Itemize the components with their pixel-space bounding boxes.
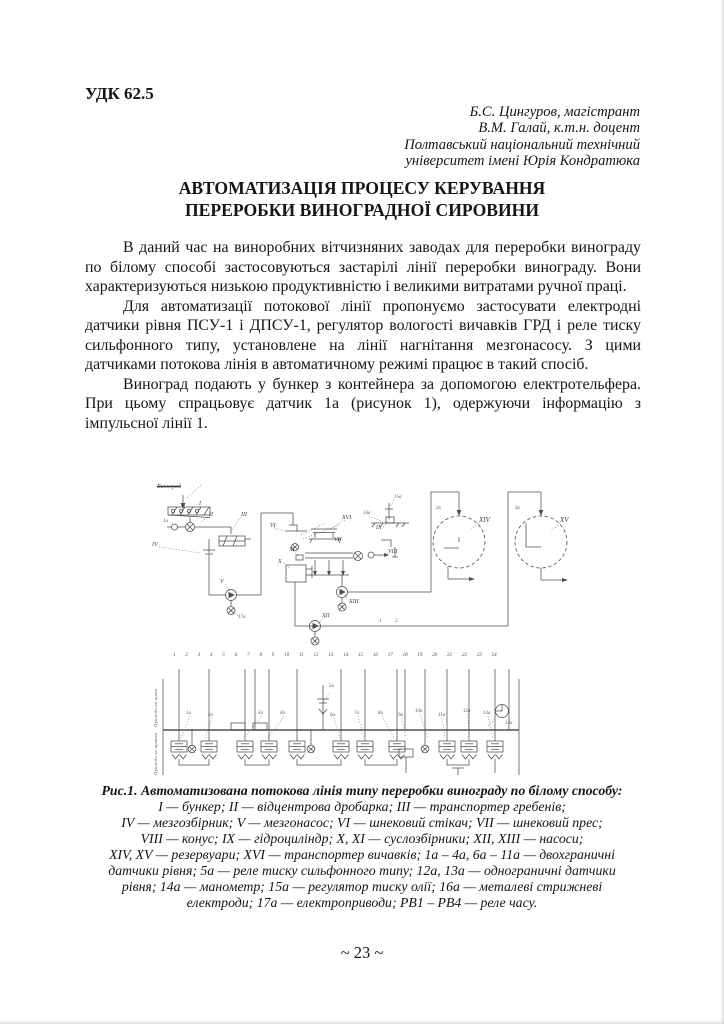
hydrocylinder	[369, 500, 409, 527]
label-leaders	[181, 714, 493, 738]
diagram-label: 2а	[208, 713, 213, 718]
diagram-label: XIV	[479, 516, 490, 524]
suslo-collector	[284, 551, 312, 582]
diagram-label: 15а	[394, 495, 402, 500]
diagram-label: VIII	[388, 549, 398, 555]
udk-code: УДК 62.5	[85, 84, 154, 103]
diagram-label: 7а	[354, 711, 359, 716]
diagram-label: 2	[395, 619, 398, 624]
diagram-label: IV	[152, 542, 158, 548]
diagram-label: 3в	[515, 506, 520, 511]
diagram-label: 1а	[163, 519, 168, 524]
diagram-label: 4а	[280, 711, 285, 716]
impulse-line-numbers: 1 2 3 4 5 6 7 8 9 10 11 12 13 14 15 16 17 18 19 20 21 22 23 24	[173, 653, 497, 658]
figure-caption-line: VIII — конус; IX — гідроциліндр; X, XI — суслозбірники; XII, XIII — насоси;	[140, 831, 584, 846]
process-diagram-svg	[143, 483, 665, 781]
bottom-line-and-pumps	[295, 575, 508, 645]
diagram-label: 17а	[238, 615, 246, 620]
paragraph: В даний час на виноробних вітчизняних заводах для переробки винограду по білому способі застосовуються застарілі лінії переробки винограду. Вони характеризуються низькою продуктивністю і великими витратами ручної праці.	[85, 239, 641, 295]
press-and-conus	[292, 519, 399, 576]
diagram-label: XI	[289, 547, 295, 553]
pressure-relay-5a	[317, 685, 330, 730]
figure-caption-line: рівня; 14а — манометр; 15а — регулятор тиску олії; 16а — металеві стрижневі	[121, 879, 603, 894]
figure-caption-line: IV — мезгозбірник; V — мезгонасос; VI — шнековий стікач; VII — шнековий прес;	[121, 815, 603, 830]
diagram-label: 3а	[258, 711, 263, 716]
affiliation-line: університет імені Юрія Кондратюка	[405, 153, 640, 170]
author-line: В.М. Галай, к.т.н. доцент	[478, 120, 640, 137]
diagram-label: XV	[560, 516, 569, 524]
diagram-label: XIII	[349, 599, 359, 605]
relay-row	[171, 723, 503, 759]
diagram-label: 2в	[436, 506, 441, 511]
paragraph: Виноград подають у бункер з контейнера за допомогою електротельфера. При цьому спрацьовує датчик 1а (рисунок 1), одержуючи інформацію з імпульсної лінії 1.	[85, 375, 641, 432]
diagram-label: 1а	[186, 711, 191, 716]
affiliation-line: Полтавський національний технічний	[404, 136, 640, 153]
diagram-label: 5а	[329, 684, 334, 689]
figure-caption-line: XIV, XV — резервуари; XVI — транспортер вичавків; 1а – 4а, 6а – 11а — двохграничні	[109, 847, 615, 862]
figure-caption-line: Рис.1. Автоматизована потокова лінія типу переробки винограду по білому способу:	[101, 783, 623, 798]
diagram-label: XII	[322, 613, 330, 619]
article-title	[0, 177, 724, 221]
figure-caption	[60, 783, 664, 911]
diagram-label: VI	[270, 523, 276, 529]
diagram-label: IX	[376, 525, 382, 531]
figure-caption-line: електроди; 17а — електроприводи; РВ1 – РВ4 — реле часу.	[186, 895, 538, 910]
diagram-label: 11а	[438, 713, 446, 718]
diagram-label: XVI	[342, 515, 352, 521]
diagram-label: VII	[334, 537, 342, 543]
diagram-label: 8а	[378, 711, 383, 716]
mezh-collector-and-pump	[159, 527, 261, 616]
title-line: АВТОМАТИЗАЦІЯ ПРОЦЕСУ КЕРУВАННЯ	[178, 178, 546, 198]
diagram-label: III	[241, 512, 247, 518]
diagram-label: I	[199, 501, 201, 507]
author-line: Б.С. Цингуров, магістрант	[469, 104, 640, 120]
diagram-label: X	[278, 559, 282, 565]
diagram-label: II	[209, 512, 213, 518]
diagram-label: 13а	[483, 711, 491, 716]
panel-row-label: Прилади на щиті	[153, 688, 158, 727]
diagram-label: 12а	[463, 709, 471, 714]
reservoir-XV	[508, 492, 568, 626]
diagram-label: 10а	[415, 709, 423, 714]
article-body	[85, 238, 641, 433]
figure-caption-line: І — бункер; ІІ — відцентрова дробарка; ІІІ — транспортер гребенів;	[158, 799, 566, 814]
diagram-label: 6а	[330, 713, 335, 718]
impulse-drop-lines	[179, 669, 509, 730]
under-row-wiring	[179, 757, 495, 775]
diagram-label: Виноград	[157, 484, 182, 490]
figure-caption-line: датчики рівня; 5а — реле тиску сильфонного типу; 12а, 13а — однограничні датчики	[108, 863, 616, 878]
paragraph: Для автоматизації потокової лінії пропонуємо застосувати електродні датчики рівня ПСУ-1 і ДПСУ-1, регулятор вологості вичавків ГРД і реле тиску сильфонного типу, установлене на лінії нагнітання мезгонасосу. З цими датчиками потокова лінія в автоматичному режимі працює в такий спосіб.	[85, 297, 641, 373]
title-line: ПЕРЕРОБКИ ВИНОГРАДНОЇ СИРОВИНИ	[184, 200, 540, 220]
panel-row-label: Прилади за щитом	[153, 732, 158, 775]
bunker-and-crusher	[167, 485, 241, 532]
authors-block	[404, 104, 640, 170]
diagram-label: 9а	[398, 713, 403, 718]
figure-1-diagram	[143, 483, 665, 781]
diagram-label: 1	[379, 619, 382, 624]
diagram-label: 14а	[505, 721, 513, 726]
page-number: ~ 23 ~	[340, 943, 384, 962]
diagram-label: 16а	[363, 511, 371, 516]
diagram-label: V	[220, 579, 224, 585]
